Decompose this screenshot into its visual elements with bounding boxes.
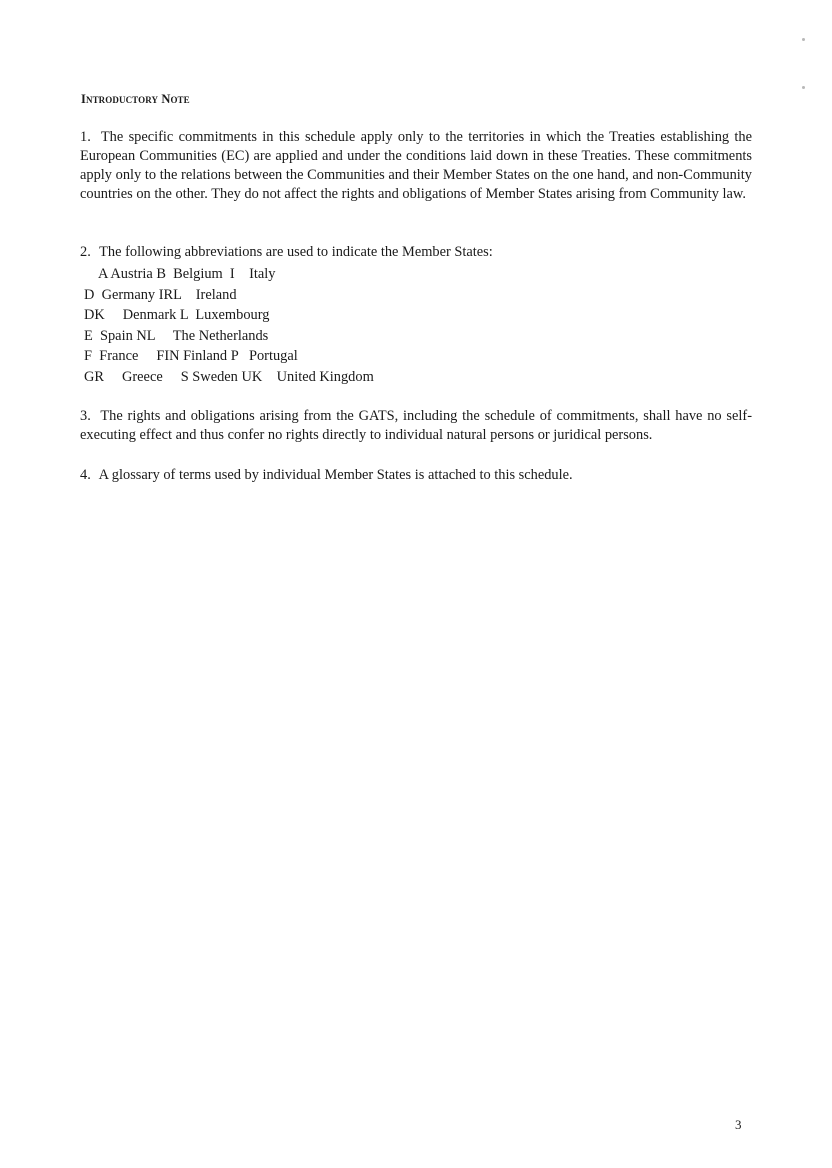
paragraph-number: 3. — [80, 408, 91, 424]
paragraph-4 — [80, 466, 752, 485]
paragraph-text: The following abbreviations are used to indicate the Member States: — [99, 244, 493, 260]
abbreviation-row: D Germany IRL Ireland — [84, 286, 237, 303]
paragraph-3 — [80, 407, 752, 445]
paragraph-text: The specific commitments in this schedule apply only to the territories in which the Treaties establishing the European Communities (EC) are applied and under the conditions laid down in these Treaties. These commitments apply only to the relations between the Communities and their Member States on the one hand, and non-Community countries on the other. They do not affect the rights and obligations of Member States arising from Community law. — [80, 129, 752, 202]
paragraph-1 — [80, 128, 752, 204]
paragraph-number: 1. — [80, 129, 91, 145]
abbreviation-row: GR Greece S Sweden UK United Kingdom — [84, 368, 374, 385]
paragraph-text: The rights and obligations arising from the GATS, including the schedule of commitments, shall have no self-executing effect and thus confer no rights directly to individual natural persons or juridical persons. — [80, 408, 752, 443]
page-number: 3 — [735, 1117, 742, 1132]
section-heading: Introductory Note — [81, 92, 190, 106]
abbreviation-row: A Austria B Belgium I Italy — [98, 266, 276, 282]
paragraph-text: A glossary of terms used by individual Member States is attached to this schedule. — [98, 467, 573, 483]
paragraph-number: 4. — [80, 467, 91, 483]
abbreviation-row: F France FIN Finland P Portugal — [84, 348, 298, 364]
scan-speck — [802, 86, 805, 89]
abbreviation-row: DK Denmark L Luxembourg — [84, 307, 270, 323]
scan-speck — [802, 38, 805, 41]
abbreviation-row: E Spain NL The Netherlands — [84, 327, 269, 344]
paragraph-2 — [80, 243, 752, 262]
member-state-abbreviations — [84, 264, 374, 387]
paragraph-number: 2. — [80, 244, 91, 260]
